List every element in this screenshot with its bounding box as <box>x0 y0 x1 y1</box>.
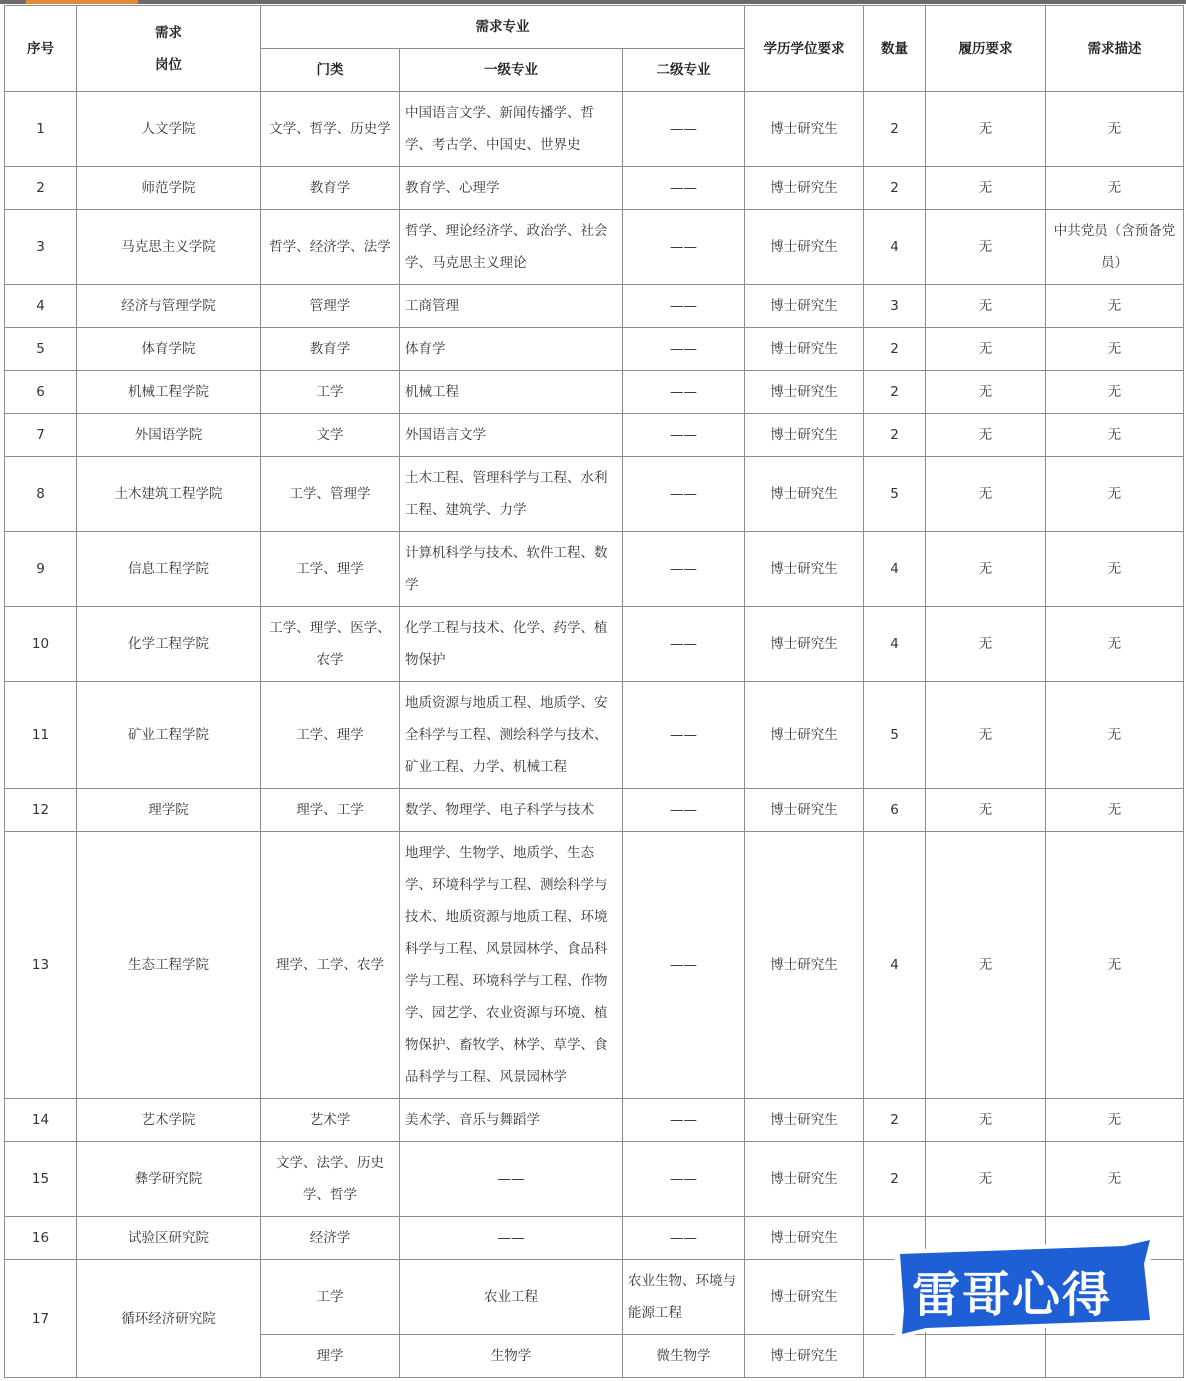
header-post-line2: 岗位 <box>155 56 182 73</box>
cell-no: 6 <box>5 371 77 414</box>
header-degree: 学历学位要求 <box>745 6 864 92</box>
cell-dept: 马克思主义学院 <box>77 210 261 285</box>
cell-dept: 外国语学院 <box>77 414 261 457</box>
cell-second-level: —— <box>623 832 745 1099</box>
cell-count: 2 <box>864 414 926 457</box>
cell-category: 工学 <box>261 1260 400 1335</box>
cell-second-level: —— <box>623 371 745 414</box>
cell-degree: 博士研究生 <box>745 328 864 371</box>
cell-description: 无 <box>1046 1142 1184 1217</box>
cell-first-level: 中国语言文学、新闻传播学、哲学、考古学、中国史、世界史 <box>400 92 623 167</box>
cell-no: 14 <box>5 1099 77 1142</box>
cell-first-level: 教育学、心理学 <box>400 167 623 210</box>
cell-description: 无 <box>1046 832 1184 1099</box>
table-row <box>5 832 1184 1099</box>
cell-category: 工学 <box>261 371 400 414</box>
cell-no: 5 <box>5 328 77 371</box>
header-count: 数量 <box>864 6 926 92</box>
table-row <box>5 371 1184 414</box>
cell-count: 3 <box>864 285 926 328</box>
header-first-level: 一级专业 <box>400 49 623 92</box>
cell-experience: 无 <box>926 414 1046 457</box>
cell-first-level: 地理学、生物学、地质学、生态学、环境科学与工程、测绘科学与技术、地质资源与地质工程、环境科学与工程、风景园林学、食品科学与工程、环境科学与工程、作物学、园艺学、农业资源与环境、植物保护、畜牧学、林学、草学、食品科学与工程、风景园林学 <box>400 832 623 1099</box>
cell-no: 4 <box>5 285 77 328</box>
cell-second-level: 微生物学 <box>623 1335 745 1378</box>
cell-degree: 博士研究生 <box>745 92 864 167</box>
cell-no: 1 <box>5 92 77 167</box>
cell-degree: 博士研究生 <box>745 457 864 532</box>
cell-experience: 无 <box>926 328 1046 371</box>
cell-second-level: —— <box>623 457 745 532</box>
cell-first-level: 工商管理 <box>400 285 623 328</box>
cell-experience: 无 <box>926 532 1046 607</box>
table-body <box>5 92 1184 1378</box>
cell-count: 2 <box>864 1142 926 1217</box>
table-row <box>5 457 1184 532</box>
table-row <box>5 328 1184 371</box>
cell-category: 工学、理学 <box>261 682 400 789</box>
cell-category: 经济学 <box>261 1217 400 1260</box>
cell-dept: 体育学院 <box>77 328 261 371</box>
cell-degree: 博士研究生 <box>745 532 864 607</box>
cell-first-level: 体育学 <box>400 328 623 371</box>
cell-description: 无 <box>1046 167 1184 210</box>
header-second-level: 二级专业 <box>623 49 745 92</box>
cell-category: 理学 <box>261 1335 400 1378</box>
cell-first-level: —— <box>400 1142 623 1217</box>
table-row <box>5 1099 1184 1142</box>
header-post <box>77 6 261 92</box>
cell-category: 工学、理学 <box>261 532 400 607</box>
cell-experience: 无 <box>926 167 1046 210</box>
cell-no: 15 <box>5 1142 77 1217</box>
cell-degree: 博士研究生 <box>745 832 864 1099</box>
cell-degree: 博士研究生 <box>745 1260 864 1335</box>
cell-second-level: —— <box>623 210 745 285</box>
cell-category: 理学、工学 <box>261 789 400 832</box>
cell-category: 哲学、经济学、法学 <box>261 210 400 285</box>
table-row <box>5 1142 1184 1217</box>
cell-category: 工学、管理学 <box>261 457 400 532</box>
table-row <box>5 682 1184 789</box>
cell-count: 4 <box>864 210 926 285</box>
cell-dept: 化学工程学院 <box>77 607 261 682</box>
cell-degree: 博士研究生 <box>745 682 864 789</box>
cell-description: 无 <box>1046 457 1184 532</box>
table-row <box>5 92 1184 167</box>
cell-first-level: 哲学、理论经济学、政治学、社会学、马克思主义理论 <box>400 210 623 285</box>
cell-degree: 博士研究生 <box>745 285 864 328</box>
cell-count: 5 <box>864 682 926 789</box>
cell-first-level: 土木工程、管理科学与工程、水利工程、建筑学、力学 <box>400 457 623 532</box>
cell-experience: 无 <box>926 371 1046 414</box>
table-row <box>5 414 1184 457</box>
cell-category: 工学、理学、医学、农学 <box>261 607 400 682</box>
cell-dept: 试验区研究院 <box>77 1217 261 1260</box>
cell-experience: 无 <box>926 789 1046 832</box>
cell-category: 文学 <box>261 414 400 457</box>
cell-second-level: —— <box>623 607 745 682</box>
cell-second-level: —— <box>623 532 745 607</box>
cell-second-level: —— <box>623 285 745 328</box>
cell-degree: 博士研究生 <box>745 414 864 457</box>
cell-no: 8 <box>5 457 77 532</box>
cell-first-level: 机械工程 <box>400 371 623 414</box>
cell-second-level: —— <box>623 789 745 832</box>
cell-description: 无 <box>1046 92 1184 167</box>
cell-count: 2 <box>864 371 926 414</box>
table-row <box>5 167 1184 210</box>
cell-experience: 无 <box>926 832 1046 1099</box>
cell-first-level: 美术学、音乐与舞蹈学 <box>400 1099 623 1142</box>
cell-description: 无 <box>1046 371 1184 414</box>
cell-count: 4 <box>864 532 926 607</box>
cell-no: 12 <box>5 789 77 832</box>
cell-no: 3 <box>5 210 77 285</box>
cell-second-level: —— <box>623 92 745 167</box>
cell-first-level: 农业工程 <box>400 1260 623 1335</box>
cell-no: 17 <box>5 1260 77 1378</box>
cell-dept: 矿业工程学院 <box>77 682 261 789</box>
header-category: 门类 <box>261 49 400 92</box>
cell-degree: 博士研究生 <box>745 789 864 832</box>
cell-first-level: 生物学 <box>400 1335 623 1378</box>
cell-dept: 机械工程学院 <box>77 371 261 414</box>
table-row <box>5 607 1184 682</box>
header-major-group: 需求专业 <box>261 6 745 49</box>
cell-first-level: —— <box>400 1217 623 1260</box>
cell-description: 无 <box>1046 532 1184 607</box>
cell-no: 16 <box>5 1217 77 1260</box>
cell-category: 文学、法学、历史学、哲学 <box>261 1142 400 1217</box>
cell-second-level: —— <box>623 682 745 789</box>
cell-experience: 无 <box>926 607 1046 682</box>
cell-second-level: —— <box>623 328 745 371</box>
cell-no: 10 <box>5 607 77 682</box>
cell-description: 无 <box>1046 285 1184 328</box>
cell-experience: 无 <box>926 92 1046 167</box>
header-description: 需求描述 <box>1046 6 1184 92</box>
table-row <box>5 789 1184 832</box>
cell-count: 4 <box>864 832 926 1099</box>
header-post-line1: 需求 <box>155 24 182 41</box>
cell-no: 13 <box>5 832 77 1099</box>
cell-experience: 无 <box>926 682 1046 789</box>
cell-description: 无 <box>1046 607 1184 682</box>
cell-count: 2 <box>864 1099 926 1142</box>
header-seq: 序号 <box>5 6 77 92</box>
cell-second-level: —— <box>623 1217 745 1260</box>
watermark-text: 雷哥心得 <box>912 1267 1113 1323</box>
cell-count: 4 <box>864 607 926 682</box>
cell-experience: 无 <box>926 285 1046 328</box>
table-row <box>5 532 1184 607</box>
cell-dept: 艺术学院 <box>77 1099 261 1142</box>
cell-description: 无 <box>1046 682 1184 789</box>
cell-category: 管理学 <box>261 285 400 328</box>
cell-dept: 师范学院 <box>77 167 261 210</box>
cell-degree: 博士研究生 <box>745 167 864 210</box>
cell-second-level: —— <box>623 1099 745 1142</box>
cell-count: 5 <box>864 457 926 532</box>
cell-first-level: 外国语言文学 <box>400 414 623 457</box>
cell-first-level: 计算机科学与技术、软件工程、数学 <box>400 532 623 607</box>
cell-dept: 彝学研究院 <box>77 1142 261 1217</box>
watermark-logo <box>888 1232 1164 1344</box>
cell-experience: 无 <box>926 210 1046 285</box>
cell-count: 6 <box>864 789 926 832</box>
cell-degree: 博士研究生 <box>745 371 864 414</box>
cell-description: 无 <box>1046 1099 1184 1142</box>
cell-first-level: 化学工程与技术、化学、药学、植物保护 <box>400 607 623 682</box>
top-border <box>0 0 1186 4</box>
cell-experience: 无 <box>926 457 1046 532</box>
cell-second-level: —— <box>623 1142 745 1217</box>
cell-experience: 无 <box>926 1099 1046 1142</box>
cell-description: 中共党员（含预备党员） <box>1046 210 1184 285</box>
cell-dept: 理学院 <box>77 789 261 832</box>
cell-degree: 博士研究生 <box>745 1142 864 1217</box>
cell-degree: 博士研究生 <box>745 1217 864 1260</box>
cell-description: 无 <box>1046 328 1184 371</box>
header-experience: 履历要求 <box>926 6 1046 92</box>
recruitment-table <box>4 5 1184 1378</box>
cell-degree: 博士研究生 <box>745 607 864 682</box>
cell-no: 2 <box>5 167 77 210</box>
cell-first-level: 数学、物理学、电子科学与技术 <box>400 789 623 832</box>
cell-degree: 博士研究生 <box>745 1099 864 1142</box>
cell-category: 教育学 <box>261 167 400 210</box>
cell-no: 9 <box>5 532 77 607</box>
cell-second-level: —— <box>623 414 745 457</box>
cell-category: 教育学 <box>261 328 400 371</box>
cell-no: 11 <box>5 682 77 789</box>
cell-degree: 博士研究生 <box>745 210 864 285</box>
cell-second-level: —— <box>623 167 745 210</box>
cell-dept: 生态工程学院 <box>77 832 261 1099</box>
cell-description: 无 <box>1046 789 1184 832</box>
cell-category: 理学、工学、农学 <box>261 832 400 1099</box>
cell-description: 无 <box>1046 414 1184 457</box>
table-row <box>5 285 1184 328</box>
cell-second-level: 农业生物、环境与能源工程 <box>623 1260 745 1335</box>
cell-degree: 博士研究生 <box>745 1335 864 1378</box>
cell-category: 文学、哲学、历史学 <box>261 92 400 167</box>
cell-category: 艺术学 <box>261 1099 400 1142</box>
cell-count: 2 <box>864 92 926 167</box>
cell-no: 7 <box>5 414 77 457</box>
cell-first-level: 地质资源与地质工程、地质学、安全科学与工程、测绘科学与技术、矿业工程、力学、机械工程 <box>400 682 623 789</box>
table-row <box>5 210 1184 285</box>
top-accent <box>26 0 138 4</box>
cell-dept: 经济与管理学院 <box>77 285 261 328</box>
cell-experience: 无 <box>926 1142 1046 1217</box>
cell-dept: 信息工程学院 <box>77 532 261 607</box>
cell-count: 2 <box>864 167 926 210</box>
cell-dept: 循环经济研究院 <box>77 1260 261 1378</box>
cell-dept: 土木建筑工程学院 <box>77 457 261 532</box>
cell-count: 2 <box>864 328 926 371</box>
cell-dept: 人文学院 <box>77 92 261 167</box>
